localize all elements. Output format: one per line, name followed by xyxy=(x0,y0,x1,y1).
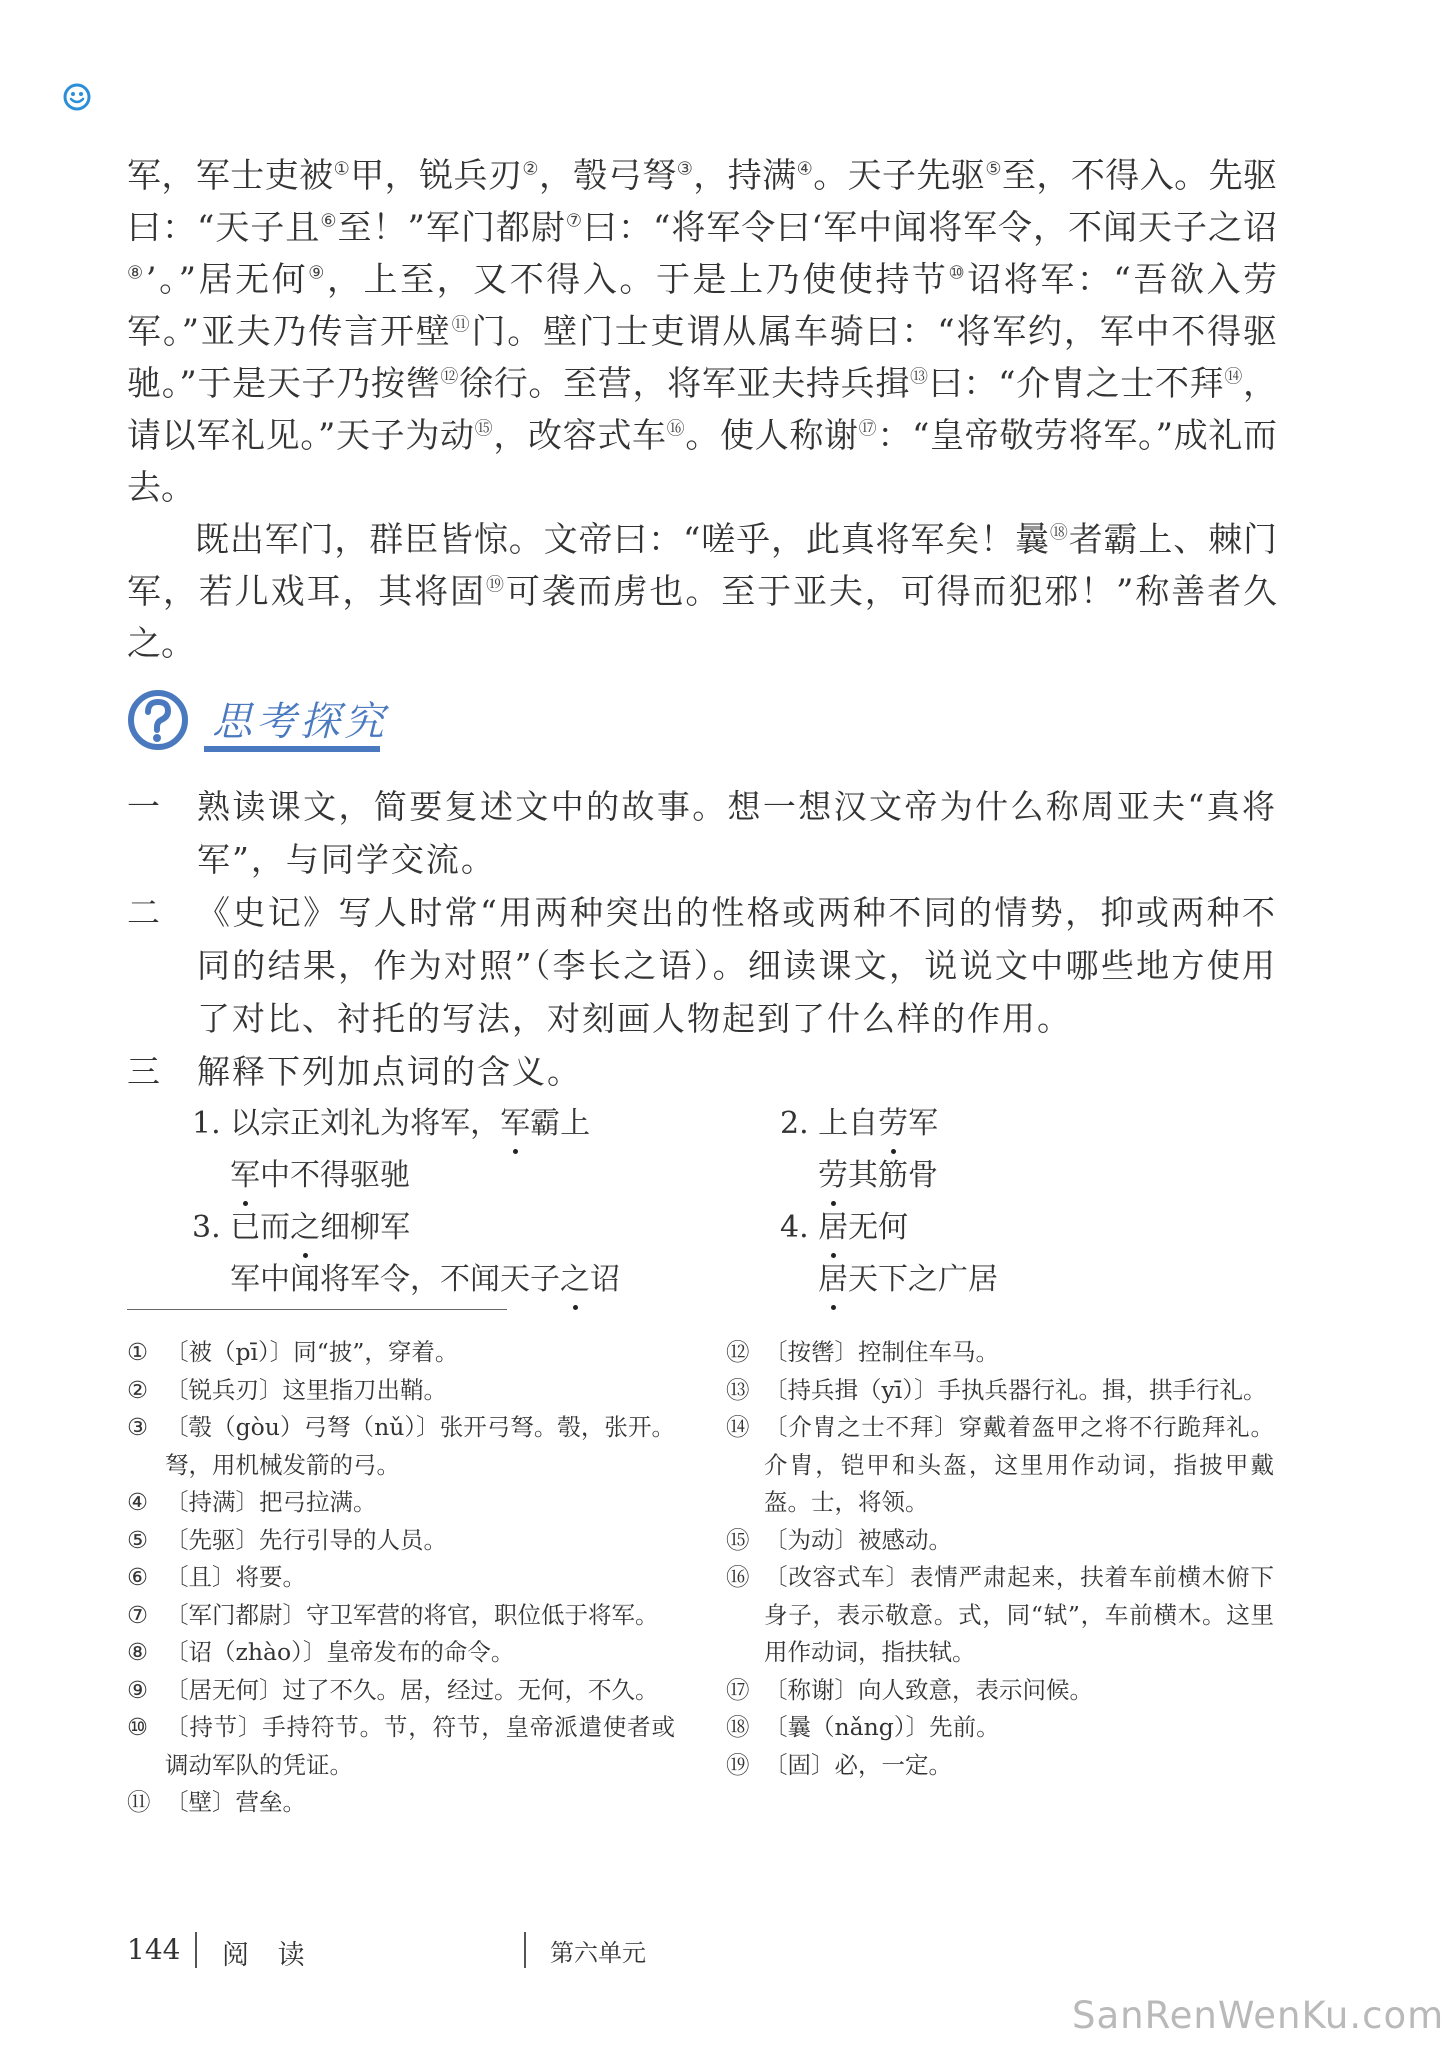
footnote-text: 〔居无何〕过了不久。居，经过。无何，不久。 xyxy=(165,1675,659,1704)
footer-unit: 第六单元 xyxy=(550,1939,646,1967)
vocab-example xyxy=(192,1150,752,1202)
emphasized-char: 居 xyxy=(818,1254,848,1306)
text-run: ’。”居无何 xyxy=(145,260,309,300)
footnote xyxy=(127,1784,675,1822)
text-run: 甲，锐兵刃 xyxy=(350,156,523,196)
footnote-marker: ② xyxy=(522,158,539,180)
text-run: 可袭而虏也。至于亚夫，可得而犯邪！”称善者久之。 xyxy=(127,572,1278,664)
footnote-number: ① xyxy=(127,1338,149,1366)
vocab-example xyxy=(780,1254,1280,1306)
text-run: 3. 已而 xyxy=(192,1210,291,1245)
footnote-marker: ⑤ xyxy=(985,158,1002,180)
footnote-text: 〔且〕将要。 xyxy=(165,1563,306,1591)
footnote-number: ⑪ xyxy=(127,1788,151,1816)
footnote xyxy=(726,1372,1274,1410)
text-run: 4. xyxy=(780,1210,819,1245)
question-item xyxy=(127,780,1277,886)
emphasized-char: 劳 xyxy=(878,1098,908,1150)
footnote xyxy=(726,1522,1274,1560)
question-mark-icon xyxy=(126,688,190,752)
text-run: ，请以军礼见。”天子为动 xyxy=(127,364,1278,456)
footer-divider xyxy=(195,1932,197,1968)
footnote xyxy=(127,1597,675,1635)
footnote-marker: ⑩ xyxy=(948,262,968,284)
text-run: 诏 xyxy=(590,1262,620,1297)
text-run: 1. 以宗正刘礼为将军， xyxy=(192,1106,501,1141)
text-run: 门。壁门士吏谓从属车骑曰：“将军约，军中不得驱驰。”于是天子乃按辔 xyxy=(127,312,1277,404)
question-text: 解释下列加点词的含义。 xyxy=(197,1052,582,1091)
footnote-text: 〔被（pī）〕同“披”，穿着。 xyxy=(165,1338,459,1366)
footnote xyxy=(726,1672,1274,1710)
footnote-number: ⑫ xyxy=(726,1338,750,1366)
question-number: 二 xyxy=(127,893,162,932)
footnote xyxy=(127,1484,675,1522)
vocab-example xyxy=(780,1150,1280,1202)
text-run: 军中闻将军令，不闻天子 xyxy=(230,1262,560,1297)
footer-divider xyxy=(524,1932,526,1968)
footer-section: 阅 读 xyxy=(222,1940,315,1971)
footnote-text: 〔持节〕手持符节。节，符节，皇帝派遣使者或调动军队的凭证。 xyxy=(165,1713,675,1779)
smiley-icon xyxy=(62,82,92,112)
footnote-marker: ⑧ xyxy=(127,262,146,284)
emphasized-char: 劳 xyxy=(818,1150,848,1202)
footnote-number: ⑱ xyxy=(726,1713,750,1741)
footnote xyxy=(127,1522,675,1560)
footnote-marker: ⑦ xyxy=(565,210,583,232)
watermark: SanRenWenKu.com xyxy=(1072,1994,1445,2037)
footnote-text: 〔锐兵刃〕这里指刀出鞘。 xyxy=(165,1375,447,1404)
footnote-number: ⑦ xyxy=(127,1600,149,1629)
footnote-marker: ⑫ xyxy=(440,366,460,388)
footnote-text: 〔介胄之士不拜〕穿戴着盔甲之将不行跪拜礼。介胄，铠甲和头盔，这里用作动词，指披甲戴盔。士，将领。 xyxy=(764,1413,1274,1516)
section-heading xyxy=(126,680,396,760)
footnote-text: 〔改容式车〕表情严肃起来，扶着车前横木俯下身子，表示敬意。式，同“轼”，车前横木。这里用作动词，指扶轼。 xyxy=(764,1563,1274,1666)
footnote-text: 〔持满〕把弓拉满。 xyxy=(165,1488,377,1516)
question-list xyxy=(127,780,1277,1098)
text-run: ，改容式车 xyxy=(493,416,667,456)
footnote-number: ⑯ xyxy=(726,1563,750,1591)
main-text xyxy=(127,150,1277,670)
footnote-text: 〔诏（zhào）〕皇帝发布的命令。 xyxy=(165,1638,515,1666)
footnote-marker: ⑥ xyxy=(320,210,338,232)
footnote xyxy=(726,1559,1274,1672)
footnotes-right xyxy=(726,1334,1274,1784)
question-number: 三 xyxy=(127,1052,162,1091)
text-run: 霸上 xyxy=(530,1106,591,1141)
footnote xyxy=(127,1672,675,1710)
footnote-number: ⑬ xyxy=(726,1375,750,1404)
text-run: 曰：“将军令曰‘军中闻将军令，不闻天子之诏 xyxy=(582,208,1278,248)
vocab-item xyxy=(192,1202,752,1254)
text-run: 徐行。至营，将军亚夫持兵揖 xyxy=(459,364,911,404)
footnote-text: 〔军门都尉〕守卫军营的将官，职位低于将军。 xyxy=(165,1600,659,1629)
footnote-number: ③ xyxy=(127,1413,149,1441)
text-run: 中不得驱驰 xyxy=(260,1158,410,1193)
question-item xyxy=(127,886,1277,1045)
text-run: 2. 上自 xyxy=(780,1106,879,1141)
footnote xyxy=(726,1334,1274,1372)
section-title: 思考探究 xyxy=(212,699,388,745)
footnote-marker: ⑪ xyxy=(451,314,472,336)
footnotes-left xyxy=(127,1334,675,1822)
text-run: 细柳军 xyxy=(320,1210,411,1245)
text-run: 者霸上、棘门军，若儿戏耳，其将固 xyxy=(127,520,1277,612)
footnote-marker: ④ xyxy=(796,158,814,180)
footnote-marker: ⑮ xyxy=(474,418,494,440)
footnote xyxy=(127,1372,675,1410)
footnote-marker: ⑬ xyxy=(910,366,929,388)
page-footer xyxy=(0,1928,1449,1978)
footnote-marker: ⑱ xyxy=(1049,522,1069,544)
footnote xyxy=(726,1409,1274,1522)
emphasized-char: 军 xyxy=(230,1150,260,1202)
footnote-number: ⑥ xyxy=(127,1563,149,1591)
text-run: ，彀弓弩 xyxy=(538,156,677,196)
text-run: 无何 xyxy=(848,1210,909,1245)
text-run: 其筋骨 xyxy=(848,1158,938,1193)
footnote-marker: ⑯ xyxy=(666,418,686,440)
footnote-marker: ⑨ xyxy=(308,262,327,284)
footnote-number: ④ xyxy=(127,1488,149,1516)
footnote-text: 〔先驱〕先行引导的人员。 xyxy=(165,1525,447,1554)
title-underline xyxy=(204,746,380,752)
footnote-text: 〔彀（gòu）弓弩（nǔ）〕张开弓弩。彀，张开。弩，用机械发箭的弓。 xyxy=(165,1413,675,1479)
vocab-item xyxy=(780,1098,1280,1150)
footnote xyxy=(127,1709,675,1784)
text-run: 。天子先驱 xyxy=(813,156,986,196)
footnote-marker: ① xyxy=(333,158,351,180)
footnote xyxy=(127,1559,675,1597)
emphasized-char: 居 xyxy=(818,1202,848,1254)
footnote xyxy=(127,1334,675,1372)
footnote-text: 〔称谢〕向人致意，表示问候。 xyxy=(764,1675,1093,1704)
vocab-example xyxy=(192,1254,752,1306)
text-run: ：“皇帝敬劳将军。”成礼而去。 xyxy=(127,416,1278,508)
question-item xyxy=(127,1045,1277,1098)
text-run: 既出军门，群臣皆惊。文帝曰：“嗟乎，此真将军矣！曩 xyxy=(195,520,1050,560)
footnote xyxy=(127,1634,675,1672)
footnote-marker: ⑰ xyxy=(858,418,878,440)
vocab-column-right xyxy=(780,1098,1280,1306)
footnote-number: ⑧ xyxy=(127,1638,149,1666)
footnote-divider xyxy=(127,1309,507,1310)
footnote-text: 〔曩（nǎng）〕先前。 xyxy=(764,1713,1000,1741)
emphasized-char: 之 xyxy=(560,1254,590,1306)
text-run: 军 xyxy=(908,1106,939,1141)
emphasized-char: 军 xyxy=(500,1098,530,1150)
footnote xyxy=(726,1747,1274,1785)
footnote-text: 〔按辔〕控制住车马。 xyxy=(764,1338,999,1366)
footnote xyxy=(127,1409,675,1484)
footnote-number: ⑰ xyxy=(726,1675,750,1704)
question-number: 一 xyxy=(127,787,162,826)
text-run: 诏将军：“吾欲入劳军。”亚夫乃传言开壁 xyxy=(127,260,1278,352)
footnote-text: 〔为动〕被感动。 xyxy=(764,1525,952,1554)
footnote-number: ⑭ xyxy=(726,1413,750,1441)
text-run: 至，不得入。先驱曰：“天子且 xyxy=(127,156,1278,248)
text-run: ，持满 xyxy=(693,156,797,196)
emphasized-char: 之 xyxy=(290,1202,320,1254)
footnote-marker: ③ xyxy=(676,158,694,180)
text-run: 天下之广居 xyxy=(848,1262,998,1297)
text-run: ，上至，又不得入。于是上乃使使持节 xyxy=(326,260,949,300)
footnote-number: ② xyxy=(127,1375,149,1404)
footnote-text: 〔固〕必，一定。 xyxy=(764,1750,952,1779)
text-run: 至！”军门都尉 xyxy=(337,208,566,248)
text-run: 。使人称谢 xyxy=(685,416,859,456)
footnote-number: ⑨ xyxy=(127,1675,149,1704)
footnote-number: ⑲ xyxy=(726,1750,750,1779)
footnote xyxy=(726,1709,1274,1747)
text-run: 军，军士吏被 xyxy=(127,156,334,196)
paragraph xyxy=(127,514,1277,670)
page-number: 144 xyxy=(127,1933,181,1966)
footnote-text: 〔持兵揖（yī）〕手执兵器行礼。揖，拱手行礼。 xyxy=(764,1375,1267,1404)
footnote-marker: ⑲ xyxy=(485,574,506,596)
paragraph xyxy=(127,150,1277,514)
vocab-item xyxy=(192,1098,752,1150)
footnote-number: ⑤ xyxy=(127,1525,149,1554)
question-text: 《史记》写人时常“用两种突出的性格或两种不同的情势，抑或两种不同的结果，作为对照”（李长之语）。细读课文，说说文中哪些地方使用了对比、衬托的写法，对刻画人物起到了什么样的作用。 xyxy=(197,893,1277,1038)
footnote-number: ⑩ xyxy=(127,1713,149,1741)
vocab-item xyxy=(780,1202,1280,1254)
footnote-number: ⑮ xyxy=(726,1525,750,1554)
footnote-text: 〔壁〕营垒。 xyxy=(165,1788,306,1816)
footnote-marker: ⑭ xyxy=(1224,366,1244,388)
vocab-column-left xyxy=(192,1098,752,1306)
text-run: 曰：“介胄之士不拜 xyxy=(928,364,1225,404)
question-text: 熟读课文，简要复述文中的故事。想一想汉文帝为什么称周亚夫“真将军”，与同学交流。 xyxy=(197,787,1277,879)
